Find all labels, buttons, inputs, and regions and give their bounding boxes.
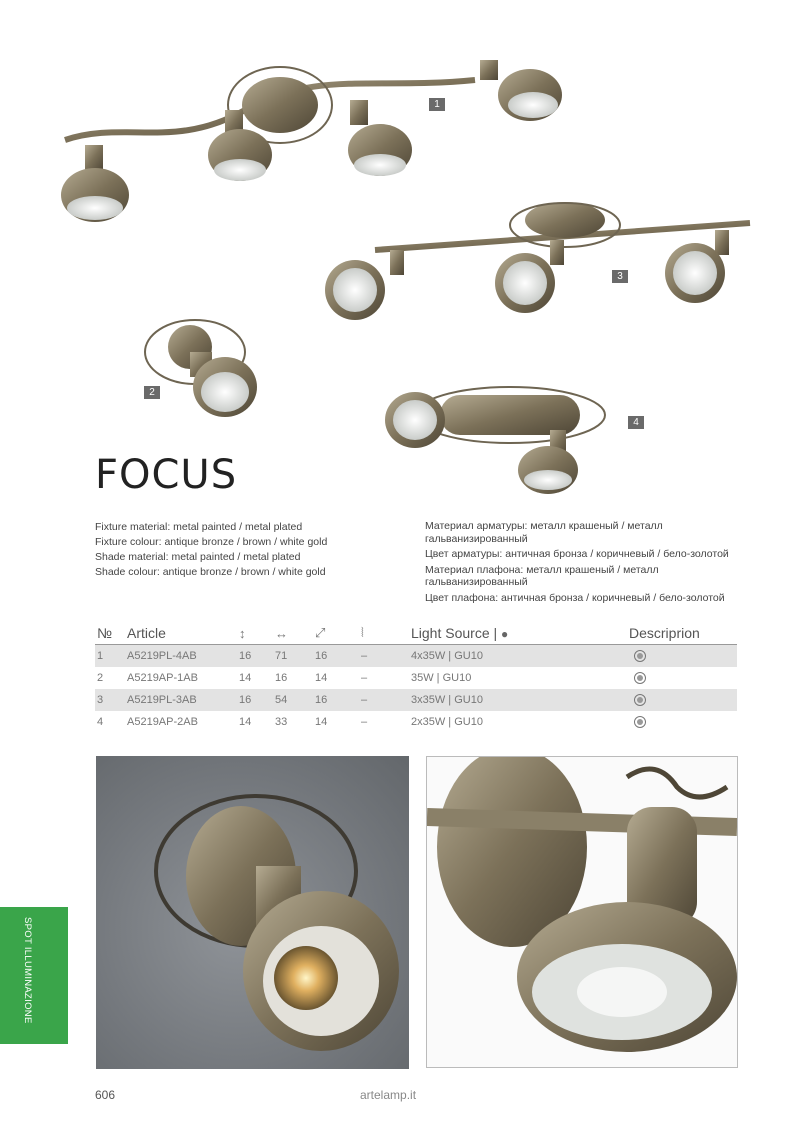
product-image-3-light-bar bbox=[320, 195, 755, 325]
spec-line: Материал арматуры: металл крашеный / металл гальванизированный bbox=[425, 520, 663, 545]
category-label: SPOT ILLUMINAZIONE bbox=[22, 917, 33, 1024]
product-family-title: FOCUS bbox=[95, 452, 238, 498]
product-badge-1: 1 bbox=[429, 98, 445, 111]
website-link[interactable]: artelamp.it bbox=[360, 1088, 417, 1102]
spec-line: Цвет плафона: античная бронза / коричневый / бело-золотой bbox=[425, 591, 725, 604]
description-icon[interactable] bbox=[634, 716, 646, 728]
bulb-icon: ● bbox=[501, 626, 509, 641]
spec-line: Fixture material: metal painted / metal plated bbox=[95, 521, 303, 533]
product-badge-2: 2 bbox=[144, 386, 160, 399]
height-icon: ↕ bbox=[237, 622, 273, 645]
spec-line: Материал плафона: металл крашеный / металл гальванизированный bbox=[425, 563, 659, 588]
table-row: 1 A5219PL-4AB 16 71 16 – 4x35W | GU10 bbox=[95, 645, 737, 668]
specs-russian bbox=[425, 520, 735, 604]
header-description: Descriprion bbox=[627, 622, 737, 645]
category-side-tab bbox=[0, 907, 68, 1044]
product-badge-3: 3 bbox=[612, 270, 628, 283]
width-icon: ↔ bbox=[273, 622, 313, 645]
spec-line: Цвет арматуры: античная бронза / коричневый / бело-золотой bbox=[425, 548, 729, 560]
product-image-1-light-wall bbox=[135, 312, 265, 422]
product-photo-detail bbox=[426, 756, 738, 1068]
header-number: № bbox=[95, 622, 125, 645]
header-article: Article bbox=[125, 622, 237, 645]
spec-line: Shade material: metal painted / metal plated bbox=[95, 551, 301, 563]
spec-line: Shade colour: antique bronze / brown / white gold bbox=[95, 566, 326, 578]
description-icon[interactable] bbox=[634, 650, 646, 662]
product-image-2-light-wall bbox=[380, 380, 615, 500]
table-row: 2 A5219AP-1AB 14 16 14 – 35W | GU10 bbox=[95, 667, 737, 689]
page-number: 606 bbox=[95, 1088, 116, 1102]
description-icon[interactable] bbox=[634, 694, 646, 706]
product-table bbox=[95, 622, 737, 733]
specs-english bbox=[95, 520, 405, 580]
table-row: 3 A5219PL-3AB 16 54 16 – 3x35W | GU10 bbox=[95, 689, 737, 711]
table-row: 4 A5219AP-2AB 14 33 14 – 2x35W | GU10 bbox=[95, 711, 737, 733]
product-badge-4: 4 bbox=[628, 416, 644, 429]
table-header-row bbox=[95, 622, 737, 645]
depth-icon: ⤢ bbox=[313, 622, 359, 645]
spec-line: Fixture colour: antique bronze / brown / white gold bbox=[95, 536, 328, 548]
chain-length-icon: ⦚ bbox=[359, 622, 409, 645]
description-icon[interactable] bbox=[634, 672, 646, 684]
product-photo-lit bbox=[96, 756, 409, 1069]
header-light-source: Light Source | ● bbox=[409, 622, 627, 645]
